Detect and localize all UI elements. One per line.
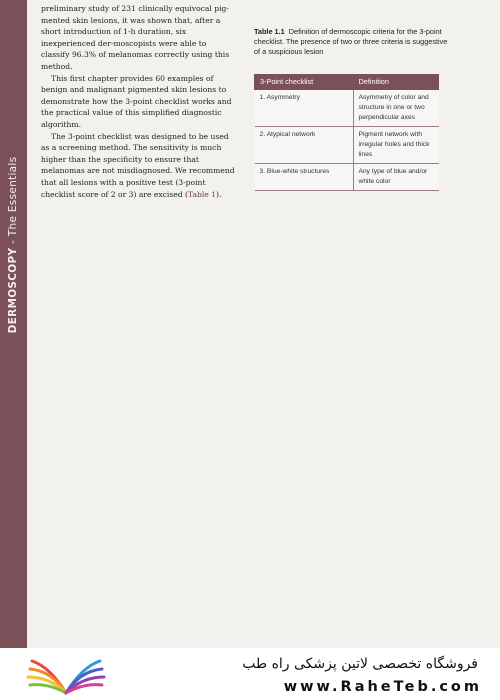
table-caption: Table 1.1 Definition of dermoscopic criteria for the 3-point checklist. The presence of two or three criteria is suggestive of a suspicious lesion — [254, 27, 448, 57]
criterion-cell: 3. Blue-white structures — [255, 164, 354, 191]
paragraph-3: The 3-point checklist was designed to be used as a screening method. The sensitivity is much higher than the specificity to ensure that melanomas are not misdiagnosed. We recommend that all lesions with a positive test (3-point checklist score of 2 or 3) are excised (Table 1). — [41, 131, 235, 199]
table-row — [255, 127, 439, 164]
definition-cell: Pigment network with irregular holes and thick lines — [353, 127, 439, 164]
paragraph-2: This first chapter provides 60 examples of benign and malignant pigmented skin lesions to demonstrate how the 3-point checklist works and the practical value of this simplified diagnostic algorithm. — [41, 73, 232, 129]
table-row — [255, 164, 439, 191]
column-header: 3-Point checklist — [255, 75, 354, 90]
criterion-cell: 1. Asymmetry — [255, 90, 354, 127]
chapter-sidebar — [0, 0, 27, 648]
definition-cell: Asymmetry of color and structure in one or two perpendicular axes — [353, 90, 439, 127]
paragraph-1: preliminary study of 231 clinically equivocal pig-mented skin lesions, it was shown that, after a short introduction of 1-h duration, six inexperienced der-moscopists were able to classify 96.3% of melanomas correctly using this method. — [41, 4, 230, 71]
criterion-cell: 2. Atypical network — [255, 127, 354, 164]
sidebar-title: DERMOSCOPY - The Essentials — [7, 156, 19, 334]
table-row — [255, 90, 439, 127]
store-url[interactable]: www.RaheTeb.com — [283, 679, 482, 695]
body-text-column — [41, 3, 237, 200]
table-header-row — [255, 75, 439, 90]
table-reference-link[interactable]: Table 1 — [188, 189, 217, 199]
column-header: Definition — [353, 75, 439, 90]
definition-cell: Any type of blue and/or white color — [353, 164, 439, 191]
table-label: Table 1.1 — [254, 27, 285, 36]
store-name: فروشگاه تخصصی لاتین پزشکی راه طب — [242, 656, 478, 672]
book-logo-icon — [20, 653, 112, 697]
criteria-table — [254, 74, 439, 191]
